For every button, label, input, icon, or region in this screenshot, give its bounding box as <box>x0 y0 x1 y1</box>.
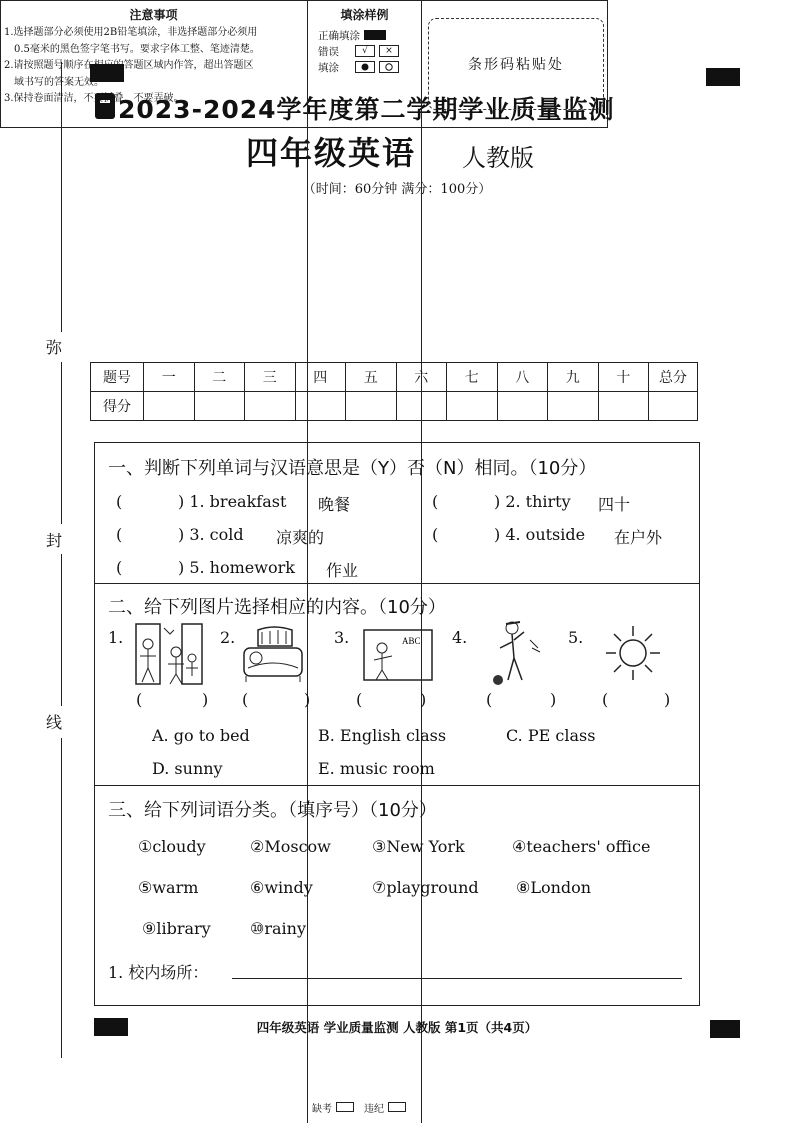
registration-mark-top-right <box>706 68 740 86</box>
word-4: ④teachers' office <box>512 837 651 856</box>
wrong-label-2: 填涂 <box>318 61 339 74</box>
rule-2b: 域书写的答案无效。 <box>14 76 104 88</box>
option-c: C. PE class <box>506 726 596 745</box>
filled-box-icon <box>364 30 386 40</box>
col-9: 九 <box>548 363 599 392</box>
absent-checkbox[interactable] <box>336 1102 354 1112</box>
bedroom-picture <box>240 624 306 682</box>
item-1-chinese: 晚餐 <box>318 495 351 514</box>
answer-paren-open[interactable]: ( <box>432 525 439 544</box>
score-cell[interactable] <box>497 392 548 421</box>
edition-label: 人教版 <box>462 144 534 172</box>
absent-label: 缺考 <box>312 1103 332 1115</box>
correct-label: 正确填涂 <box>318 29 360 42</box>
picture-5-number: 5. <box>568 628 584 647</box>
word-5: ⑤warm <box>138 878 199 897</box>
score-label: 得分 <box>91 392 144 421</box>
answer-paren-open[interactable]: ( <box>116 525 123 544</box>
notice-heading: 注意事项 <box>129 8 178 22</box>
barcode-area <box>428 18 604 110</box>
sample-heading: 填涂样例 <box>340 8 389 22</box>
notice-rules <box>4 25 303 108</box>
item-3-chinese: 凉爽的 <box>276 528 325 547</box>
col-4: 四 <box>295 363 346 392</box>
question-number-label: 题号 <box>91 363 144 392</box>
cross-mark-box-icon: × <box>379 45 399 57</box>
score-cell[interactable] <box>295 392 346 421</box>
pic-3-answer-close: ) <box>420 690 427 709</box>
answer-paren-open[interactable]: ( <box>116 492 123 511</box>
rule-1b: 0.5毫米的黑色签字笔书写。要求字体工整、笔迹清楚。 <box>14 43 260 55</box>
dot-box-icon <box>355 61 375 73</box>
rule-3: 3.保持卷面清洁，不要折叠，不要弄破。 <box>4 93 184 104</box>
sun-picture <box>602 624 664 682</box>
score-cell[interactable] <box>245 392 296 421</box>
score-cell[interactable] <box>144 392 195 421</box>
word-10: ⑩rainy <box>250 919 306 938</box>
word-7: ⑦playground <box>372 878 479 897</box>
item-1-word: ) 1. breakfast <box>178 492 287 511</box>
pic-2-answer-close: ) <box>304 690 311 709</box>
binding-label-3: 线 <box>46 713 63 732</box>
item-2-chinese: 四十 <box>598 495 631 514</box>
pic-4-answer-open[interactable]: ( <box>486 690 493 709</box>
col-8: 八 <box>497 363 548 392</box>
picture-2-number: 2. <box>220 628 236 647</box>
absent-violation-row <box>312 1099 406 1115</box>
music-room-picture <box>134 622 206 686</box>
pe-class-picture <box>490 618 546 688</box>
score-cell[interactable] <box>548 392 599 421</box>
score-table-score-row <box>91 392 698 421</box>
section-1-title: 一、判断下列单词与汉语意思是（Y）否（N）相同。（10分） <box>108 458 597 479</box>
word-2: ②Moscow <box>250 837 331 856</box>
circle-box-icon <box>379 61 399 73</box>
score-cell[interactable] <box>447 392 498 421</box>
time-info: （时间：60分钟 满分：100分） <box>302 182 492 197</box>
answer-paren-open[interactable]: ( <box>432 492 439 511</box>
classification-q1-label: 1. 校内场所： <box>108 963 209 982</box>
item-3-word: ) 3. cold <box>178 525 244 544</box>
rule-1a: 1.选择题部分必须使用2B铅笔填涂，非选择题部分必须用 <box>4 27 258 38</box>
binding-label-1: 弥 <box>46 338 63 357</box>
word-8: ⑧London <box>516 878 592 897</box>
item-5-chinese: 作业 <box>326 561 359 580</box>
section-2-title: 二、给下列图片选择相应的内容。（10分） <box>108 597 446 618</box>
picture-1-number: 1. <box>108 628 124 647</box>
option-a: A. go to bed <box>152 726 250 745</box>
score-cell[interactable] <box>346 392 397 421</box>
classification-q1-answer-line[interactable] <box>232 978 682 979</box>
score-cell[interactable] <box>194 392 245 421</box>
score-cell[interactable] <box>598 392 649 421</box>
pic-5-answer-close: ) <box>664 690 671 709</box>
item-5-word: ) 5. homework <box>178 558 295 577</box>
binding-label-2: 封 <box>46 531 63 550</box>
pic-5-answer-open[interactable]: ( <box>602 690 609 709</box>
score-cell-total[interactable] <box>649 392 698 421</box>
pic-4-answer-close: ) <box>550 690 557 709</box>
subject-title: 四年级英语 <box>246 134 417 172</box>
page-footer: 四年级英语 学业质量监测 人教版 第1页（共4页） <box>256 1020 538 1035</box>
option-b: B. English class <box>318 726 447 745</box>
correct-sample <box>318 27 421 43</box>
col-1: 一 <box>144 363 195 392</box>
col-total: 总分 <box>649 363 698 392</box>
word-9: ⑨library <box>142 919 211 938</box>
pic-2-answer-open[interactable]: ( <box>242 690 249 709</box>
picture-3-number: 3. <box>334 628 350 647</box>
word-1: ①cloudy <box>138 837 206 856</box>
section-divider-2 <box>94 785 700 786</box>
score-table-header-row <box>91 363 698 392</box>
wrong-sample-1 <box>318 43 421 59</box>
answer-paren-open[interactable]: ( <box>116 558 123 577</box>
word-6: ⑥windy <box>250 878 313 897</box>
item-4-chinese: 在户外 <box>614 528 663 547</box>
option-d: D. sunny <box>152 759 223 778</box>
english-class-picture <box>362 628 434 682</box>
col-5: 五 <box>346 363 397 392</box>
pic-1-answer-open[interactable]: ( <box>136 690 143 709</box>
section-divider-1 <box>94 583 700 584</box>
violation-checkbox[interactable] <box>388 1102 406 1112</box>
exam-title: 2023-2024学年度第二学期学业质量监测 <box>118 95 615 124</box>
item-4-word: ) 4. outside <box>494 525 586 544</box>
col-7: 七 <box>447 363 498 392</box>
pic-1-answer-close: ) <box>202 690 209 709</box>
score-cell[interactable] <box>396 392 447 421</box>
rule-2a: 2.请按照题号顺序在相应的答题区域内作答，超出答题区 <box>4 60 254 71</box>
check-mark-box-icon: √ <box>355 45 375 57</box>
item-2-word: ) 2. thirty <box>494 492 571 511</box>
word-3: ③New York <box>372 837 465 856</box>
barcode-label: 条形码粘贴处 <box>468 57 564 73</box>
picture-4-number: 4. <box>452 628 468 647</box>
col-6: 六 <box>396 363 447 392</box>
violation-label: 违纪 <box>364 1103 384 1115</box>
blackboard-letters: ABC <box>402 636 421 646</box>
option-e: E. music room <box>318 759 435 778</box>
score-table <box>90 362 698 421</box>
section-3-title: 三、给下列词语分类。（填序号）（10分） <box>108 800 437 821</box>
pic-3-answer-open[interactable]: ( <box>356 690 363 709</box>
wrong-label-1: 错误 <box>318 45 339 58</box>
col-10: 十 <box>598 363 649 392</box>
wrong-sample-2 <box>318 59 421 75</box>
col-3: 三 <box>245 363 296 392</box>
col-2: 二 <box>194 363 245 392</box>
